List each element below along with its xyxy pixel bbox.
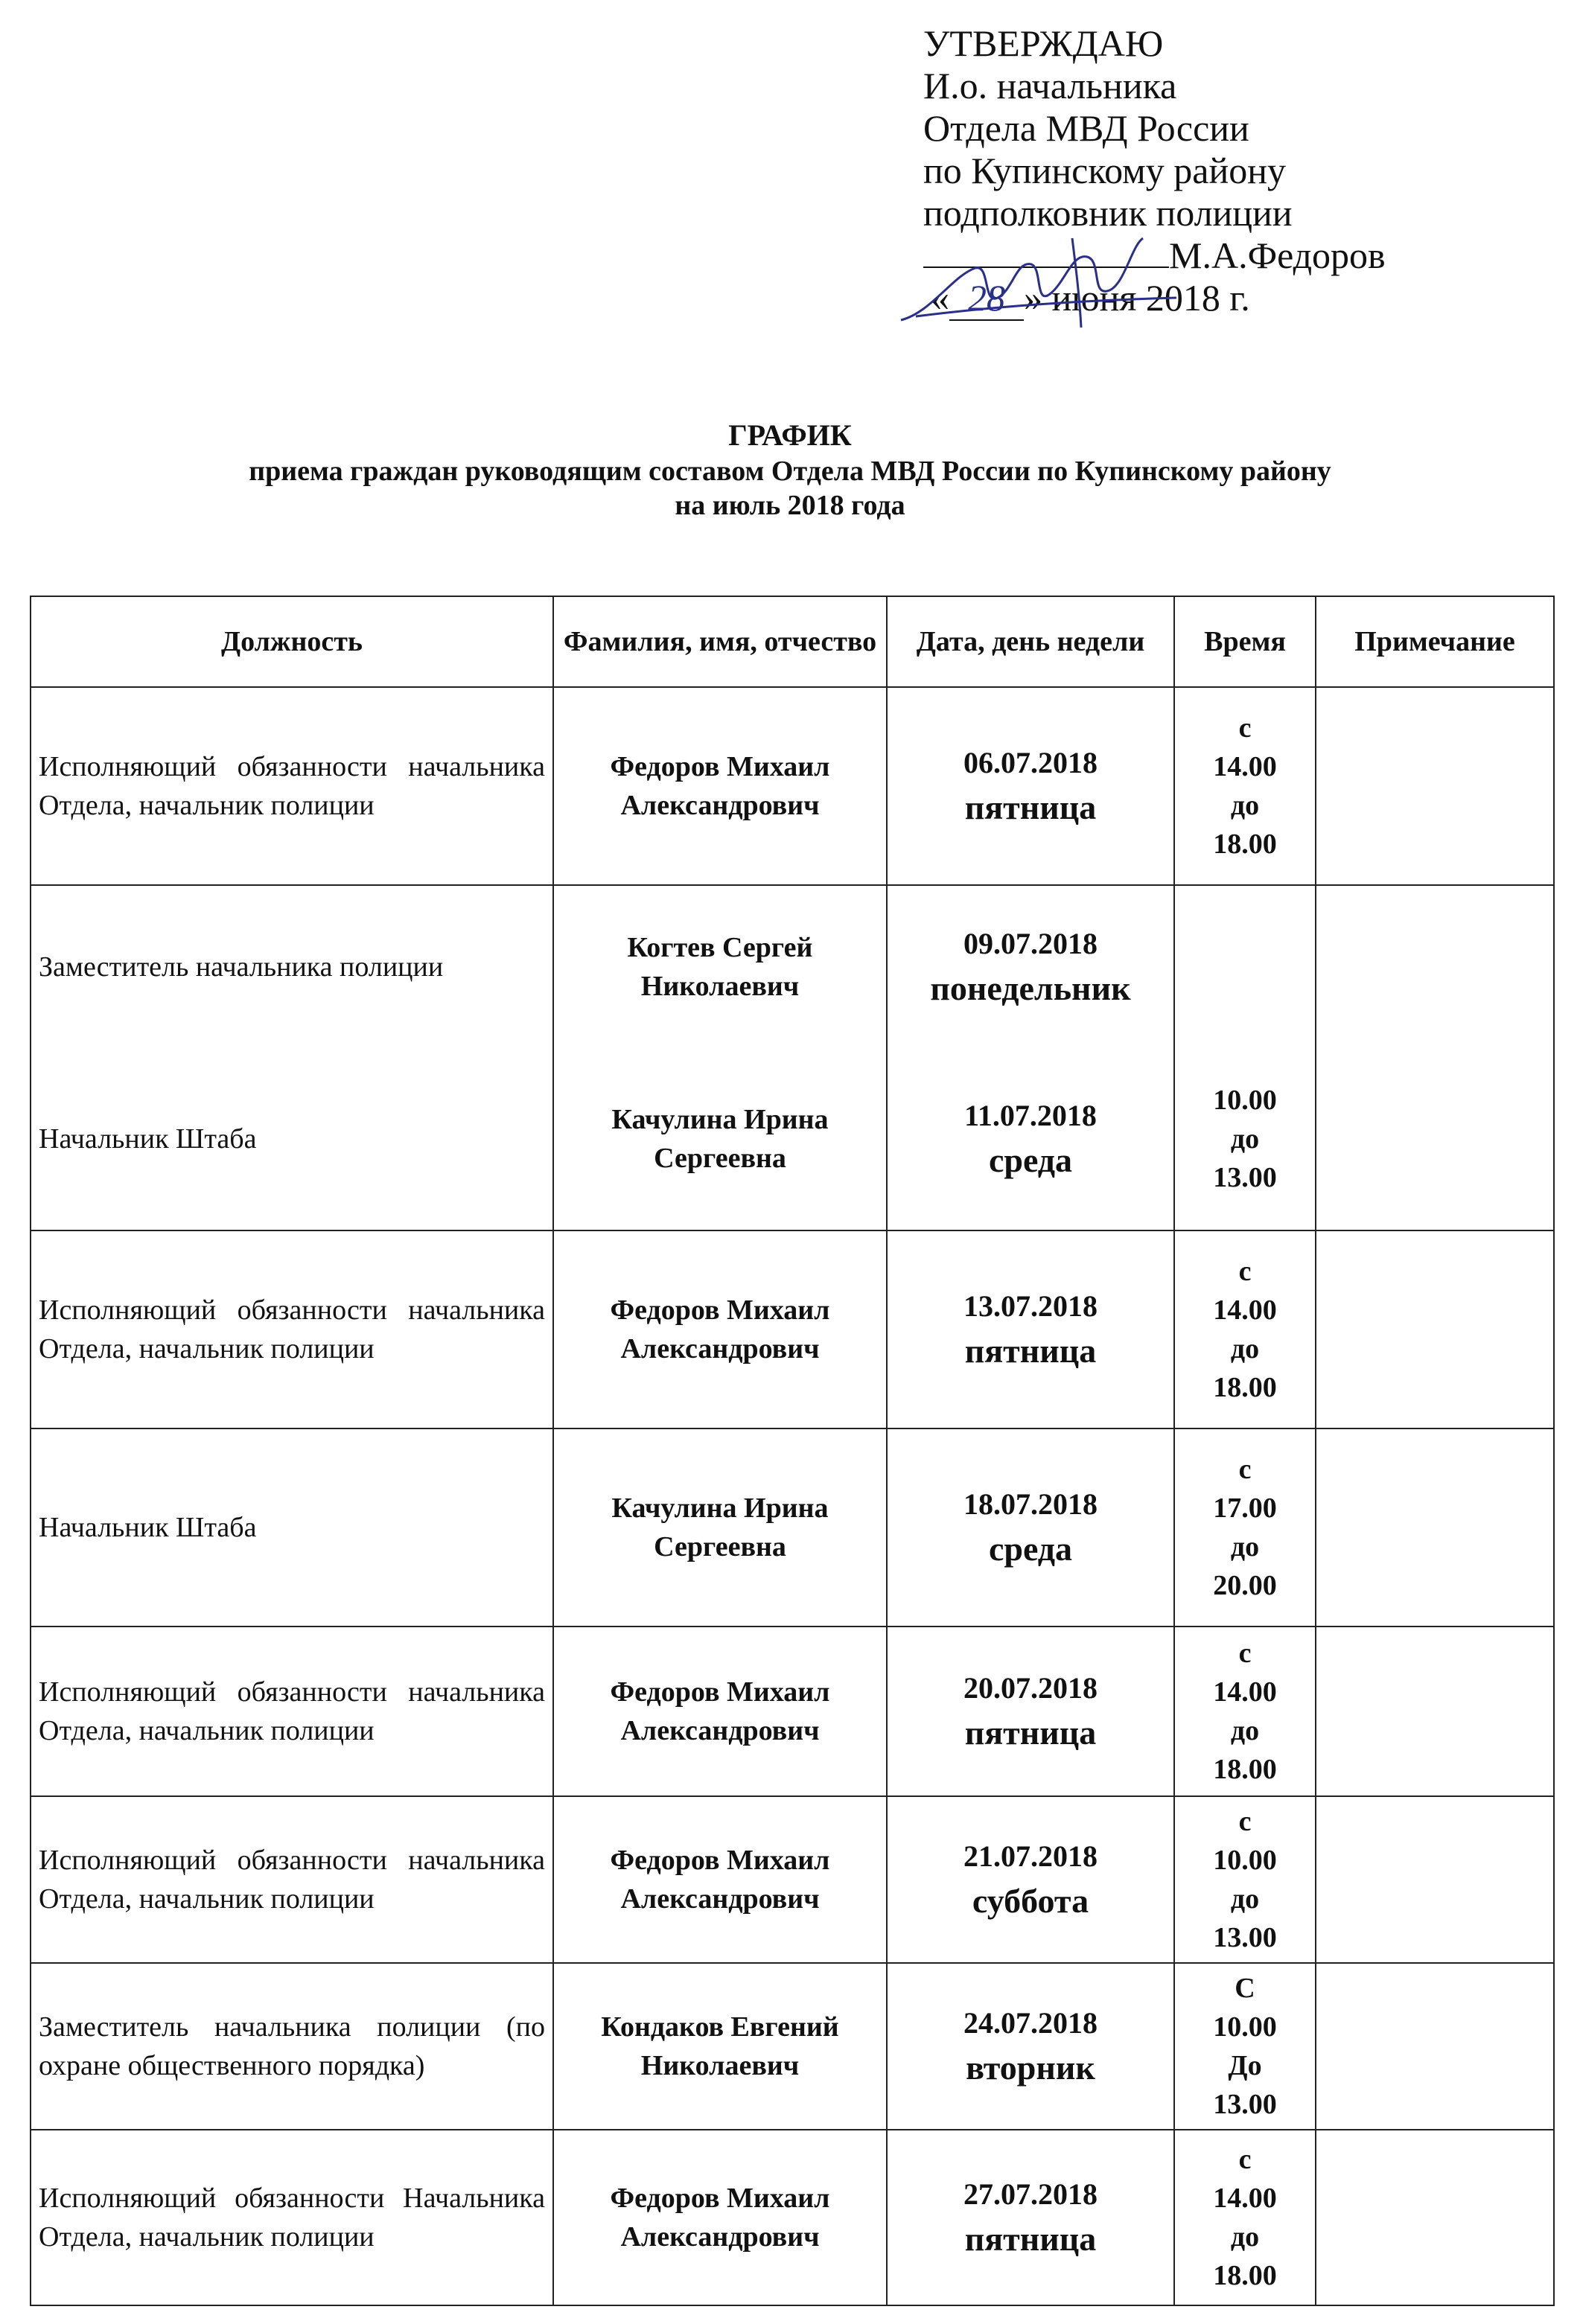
cell-date bbox=[887, 1963, 1174, 2130]
cell-name: Качулина Ирина Сергеевна bbox=[553, 1047, 887, 1230]
weekday-value: среда bbox=[988, 1530, 1073, 1568]
time-value: 14.00 bbox=[1213, 751, 1277, 782]
time-value: до bbox=[1230, 1715, 1260, 1746]
handwritten-signature bbox=[886, 223, 1199, 350]
time-value: 18.00 bbox=[1213, 1754, 1277, 1785]
signer-name: М.А.Федоров bbox=[1169, 234, 1386, 276]
column-header-date: Дата, день недели bbox=[887, 596, 1174, 687]
cell-time bbox=[1174, 1796, 1316, 1963]
cell-date bbox=[887, 1047, 1174, 1230]
cell-note bbox=[1316, 1230, 1554, 1428]
cell-date bbox=[887, 1428, 1174, 1627]
cell-position: Исполняющий обязанности начальника Отдела, начальник полиции bbox=[31, 1627, 553, 1796]
time-value: 20.00 bbox=[1213, 1570, 1277, 1601]
date-month-year: » июня 2018 г. bbox=[1024, 277, 1250, 319]
cell-time bbox=[1174, 885, 1316, 1047]
column-header-position: Должность bbox=[31, 596, 553, 687]
cell-name: Федоров Михаил Александрович bbox=[553, 1627, 887, 1796]
cell-position: Исполняющий обязанности Начальника Отдела, начальник полиции bbox=[31, 2130, 553, 2305]
cell-name: Качулина Ирина Сергеевна bbox=[553, 1428, 887, 1627]
time-value: До bbox=[1228, 2050, 1262, 2081]
cell-name: Федоров Михаил Александрович bbox=[553, 1796, 887, 1963]
cell-date bbox=[887, 1796, 1174, 1963]
cell-date bbox=[887, 885, 1174, 1047]
time-value: 10.00 bbox=[1213, 2011, 1277, 2043]
weekday-value: понедельник bbox=[930, 968, 1131, 1007]
column-header-name: Фамилия, имя, отчество bbox=[553, 596, 887, 687]
cell-time bbox=[1174, 2130, 1316, 2305]
column-header-time: Время bbox=[1174, 596, 1316, 687]
time-value: с bbox=[1238, 1638, 1252, 1669]
cell-note bbox=[1316, 1796, 1554, 1963]
weekday-value: пятница bbox=[964, 1714, 1097, 1752]
cell-time bbox=[1174, 1627, 1316, 1796]
weekday-value: среда bbox=[988, 1140, 1073, 1179]
time-value: 14.00 bbox=[1213, 1676, 1277, 1708]
approval-line: И.о. начальника bbox=[923, 65, 1177, 106]
time-value: 13.00 bbox=[1213, 2089, 1277, 2120]
table-row bbox=[31, 885, 1554, 1047]
table-row bbox=[31, 1963, 1554, 2130]
date-value: 11.07.2018 bbox=[964, 1098, 1097, 1132]
cell-note bbox=[1316, 1627, 1554, 1796]
table-row bbox=[31, 687, 1554, 885]
table-row bbox=[31, 1627, 1554, 1796]
time-value: 10.00 bbox=[1213, 1084, 1277, 1116]
cell-name: Кондаков Евгений Николаевич bbox=[553, 1963, 887, 2130]
cell-note bbox=[1316, 687, 1554, 885]
time-value: до bbox=[1230, 1333, 1260, 1364]
time-value: 13.00 bbox=[1213, 1922, 1277, 1953]
weekday-value: суббота bbox=[972, 1882, 1089, 1920]
cell-date bbox=[887, 687, 1174, 885]
approval-heading: УТВЕРЖДАЮ bbox=[923, 22, 1164, 64]
weekday-value: пятница bbox=[964, 788, 1097, 826]
date-value: 09.07.2018 bbox=[963, 926, 1098, 960]
time-value: с bbox=[1238, 1454, 1252, 1485]
table-row bbox=[31, 1796, 1554, 1963]
time-value: 17.00 bbox=[1213, 1493, 1277, 1524]
cell-position: Исполняющий обязанности начальника Отдела, начальник полиции bbox=[31, 1230, 553, 1428]
cell-name: Федоров Михаил Александрович bbox=[553, 2130, 887, 2305]
time-value: до bbox=[1230, 1531, 1260, 1562]
time-value: с bbox=[1238, 712, 1252, 744]
date-value: 27.07.2018 bbox=[963, 2177, 1098, 2211]
time-value: 10.00 bbox=[1213, 1845, 1277, 1876]
schedule-table bbox=[30, 596, 1555, 2306]
document-period: на июль 2018 года bbox=[675, 490, 905, 521]
cell-position: Начальник Штаба bbox=[31, 1047, 553, 1230]
weekday-value: пятница bbox=[964, 2220, 1097, 2258]
time-value: 13.00 bbox=[1213, 1161, 1277, 1193]
cell-note bbox=[1316, 1963, 1554, 2130]
date-value: 18.07.2018 bbox=[963, 1487, 1098, 1521]
cell-note bbox=[1316, 1428, 1554, 1627]
document-title: ГРАФИК bbox=[728, 418, 852, 452]
approval-line: по Купинскому району bbox=[923, 150, 1286, 191]
time-value: до bbox=[1230, 2221, 1260, 2253]
date-quote-open: « bbox=[931, 277, 949, 319]
time-value: 18.00 bbox=[1213, 2260, 1277, 2291]
approval-line: подполковник полиции bbox=[923, 192, 1293, 234]
cell-name: Когтев Сергей Николаевич bbox=[553, 885, 887, 1047]
date-day-handwritten: 28 bbox=[949, 277, 1024, 321]
cell-note bbox=[1316, 885, 1554, 1047]
cell-date bbox=[887, 1627, 1174, 1796]
cell-time bbox=[1174, 1047, 1316, 1230]
table-row bbox=[31, 1428, 1554, 1627]
document-header bbox=[0, 417, 1580, 523]
time-value: с bbox=[1238, 2144, 1252, 2175]
weekday-value: вторник bbox=[966, 2049, 1095, 2087]
cell-position: Начальник Штаба bbox=[31, 1428, 553, 1627]
time-value: с bbox=[1238, 1806, 1252, 1837]
cell-position: Исполняющий обязанности начальника Отдела, начальник полиции bbox=[31, 687, 553, 885]
date-value: 20.07.2018 bbox=[963, 1671, 1098, 1705]
weekday-value: пятница bbox=[964, 1332, 1097, 1370]
cell-date bbox=[887, 2130, 1174, 2305]
cell-name: Федоров Михаил Александрович bbox=[553, 1230, 887, 1428]
date-value: 21.07.2018 bbox=[963, 1839, 1098, 1873]
date-value: 24.07.2018 bbox=[963, 2006, 1098, 2040]
cell-position: Заместитель начальника полиции bbox=[31, 885, 553, 1047]
cell-time bbox=[1174, 1963, 1316, 2130]
time-value: до bbox=[1230, 1883, 1260, 1915]
cell-position: Исполняющий обязанности начальника Отдела, начальник полиции bbox=[31, 1796, 553, 1963]
cell-name: Федоров Михаил Александрович bbox=[553, 687, 887, 885]
cell-time bbox=[1174, 687, 1316, 885]
date-value: 06.07.2018 bbox=[963, 746, 1098, 779]
table-header-row bbox=[31, 596, 1554, 687]
time-value: 14.00 bbox=[1213, 2183, 1277, 2214]
time-value: С bbox=[1235, 1973, 1255, 2004]
column-header-note: Примечание bbox=[1316, 596, 1554, 687]
table-row bbox=[31, 2130, 1554, 2305]
cell-time bbox=[1174, 1230, 1316, 1428]
date-value: 13.07.2018 bbox=[963, 1289, 1098, 1323]
time-value: 14.00 bbox=[1213, 1295, 1277, 1326]
time-value: 18.00 bbox=[1213, 829, 1277, 860]
cell-date bbox=[887, 1230, 1174, 1428]
time-value: с bbox=[1238, 1256, 1252, 1287]
time-value: до bbox=[1230, 1123, 1260, 1155]
time-value: до bbox=[1230, 790, 1260, 821]
cell-note bbox=[1316, 2130, 1554, 2305]
document-subtitle: приема граждан руководящим составом Отдела МВД России по Купинскому району bbox=[249, 456, 1331, 487]
time-value: 18.00 bbox=[1213, 1372, 1277, 1403]
cell-time bbox=[1174, 1428, 1316, 1627]
approval-line: Отдела МВД России bbox=[923, 107, 1249, 149]
table-row bbox=[31, 1047, 1554, 1230]
cell-note bbox=[1316, 1047, 1554, 1230]
table-row bbox=[31, 1230, 1554, 1428]
cell-position: Заместитель начальника полиции (по охране общественного порядка) bbox=[31, 1963, 553, 2130]
